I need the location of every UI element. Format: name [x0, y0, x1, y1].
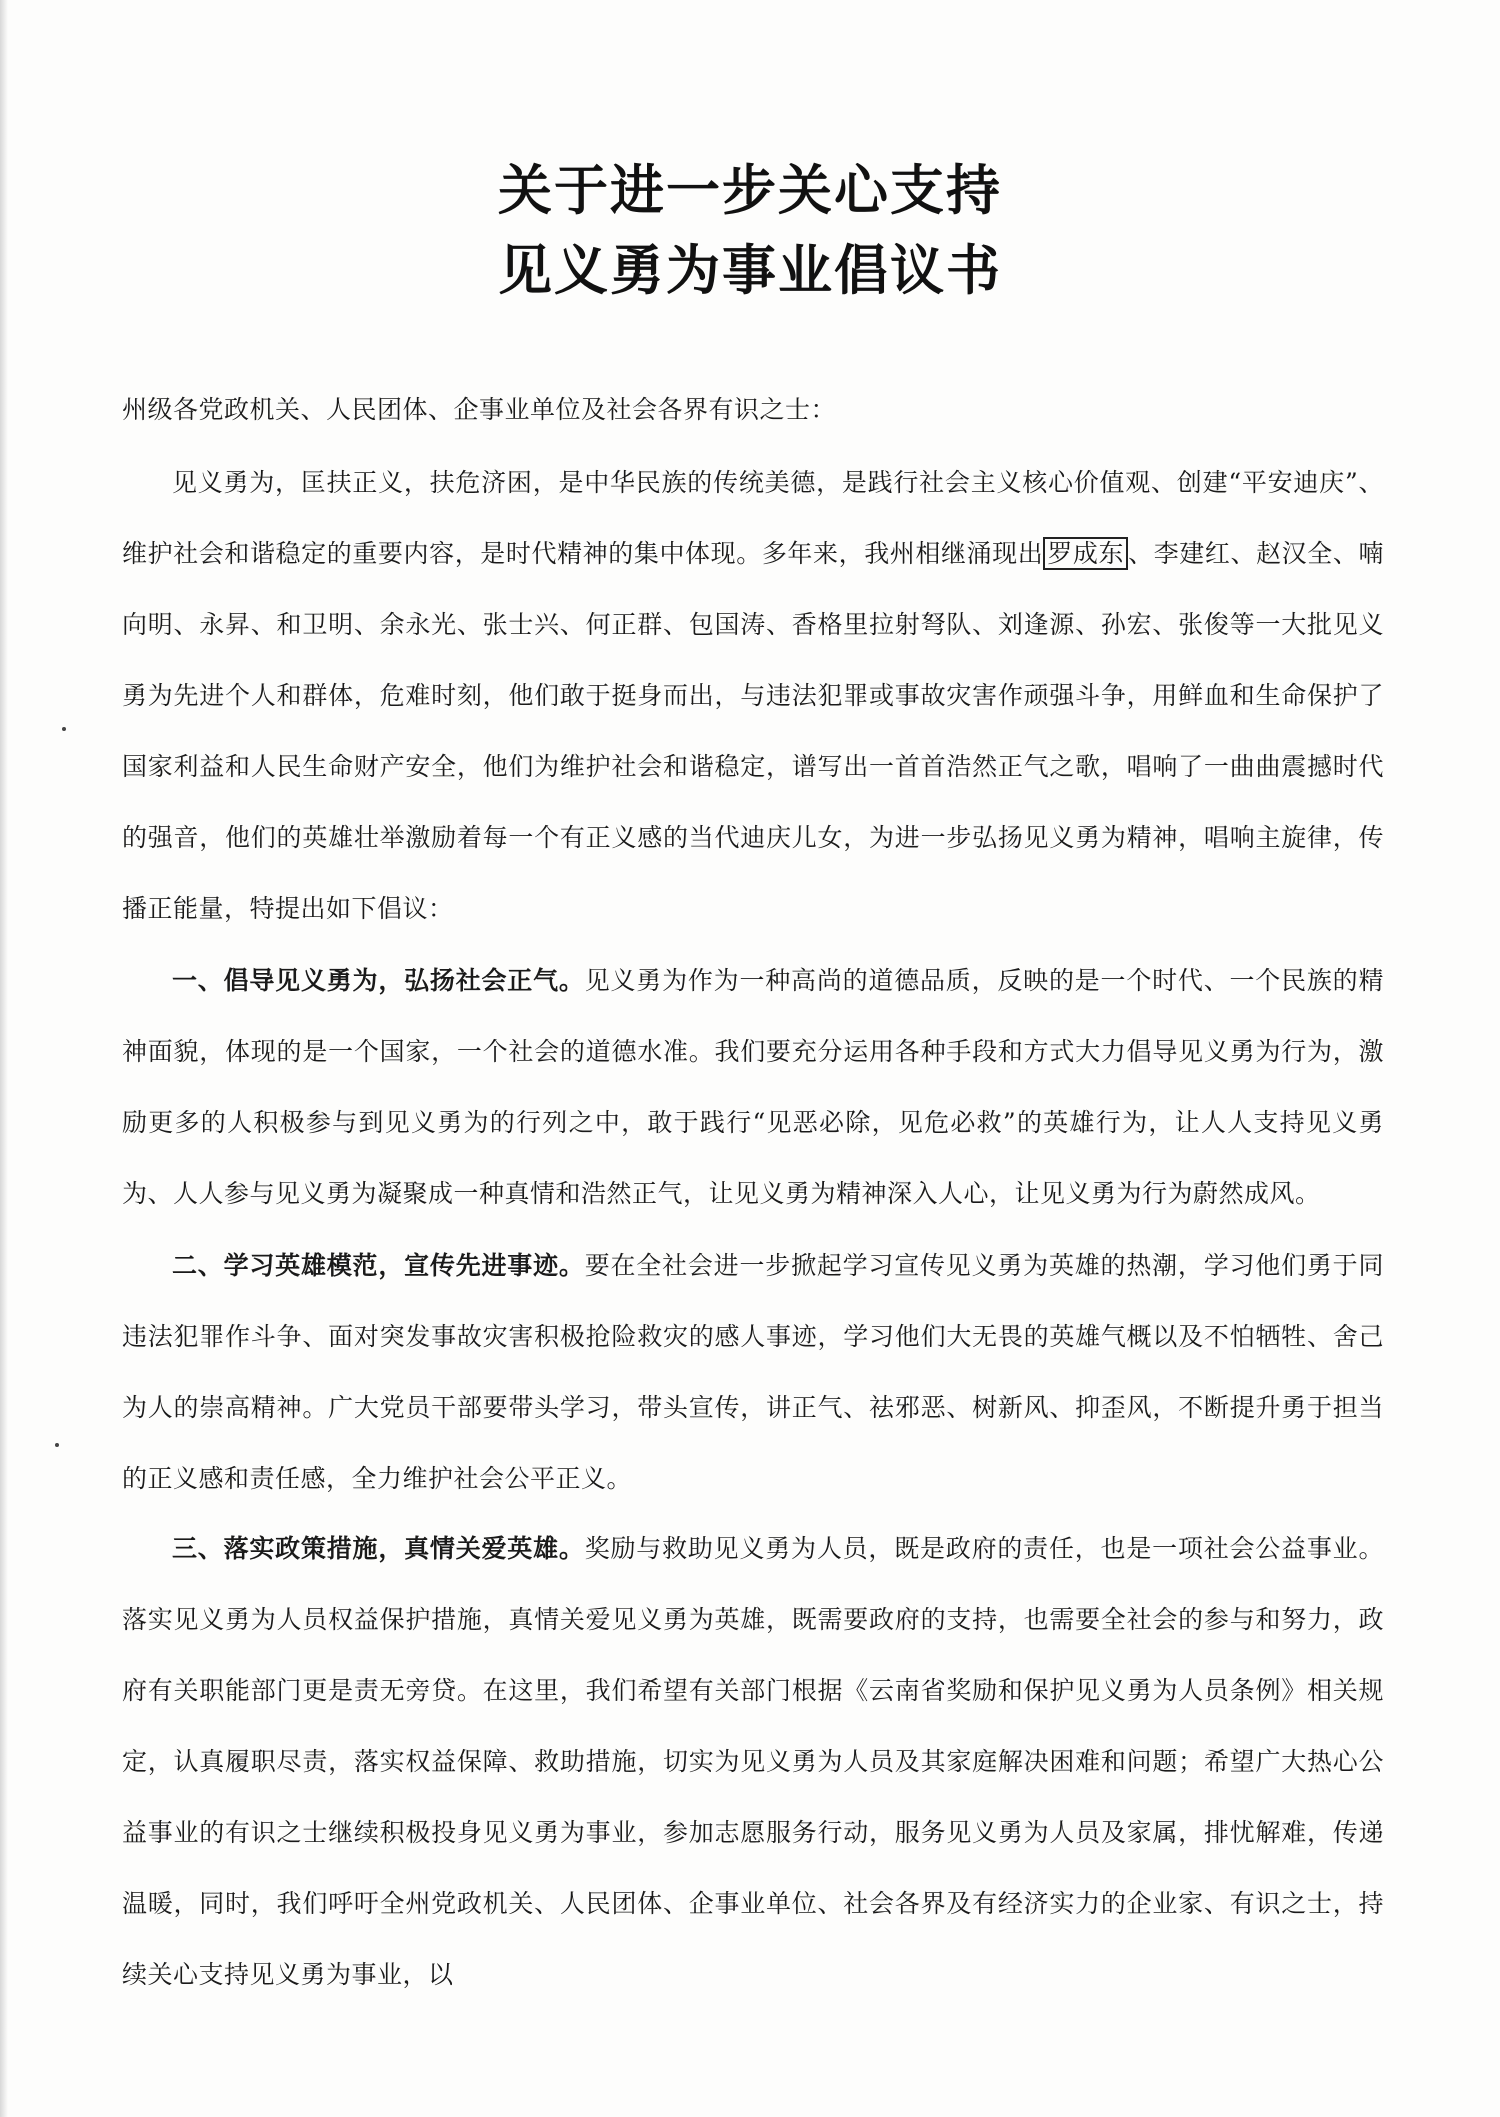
section-3-body: 奖励与救助见义勇为人员，既是政府的责任，也是一项社会公益事业。落实见义勇为人员权益保护措施，真情关爱见义勇为英雄，既需要政府的支持，也需要全社会的参与和努力，政府有关职能部门更是责无旁贷。在这里，我们希望有关部门根据《云南省奖励和保护见义勇为人员条例》相关规定，认真履职尽责，落实权益保障、救助措施，切实为见义勇为人员及其家庭解决困难和问题；希望广大热心公益事业的有识之士继续积极投身见义勇为事业，参加志愿服务行动，服务见义勇为人员及家属，排忧解难，传递温暖，同时，我们呼吁全州党政机关、人民团体、企事业单位、社会各界及有经济实力的企业家、有识之士，持续关心支持见义勇为事业，以 — [122, 1534, 1384, 1989]
section-3-heading: 三、落实政策措施，真情关爱英雄。 — [172, 1534, 585, 1563]
document-title-line-2: 见义勇为事业倡议书 — [498, 238, 1002, 302]
section-3-paragraph — [122, 1513, 1384, 2010]
intro-paragraph — [122, 447, 1384, 944]
document-title-line-1: 关于进一步关心支持 — [498, 158, 1002, 222]
section-2-body: 要在全社会进一步掀起学习宣传见义勇为英雄的热潮，学习他们勇于同违法犯罪作斗争、面对突发事故灾害积极抢险救灾的感人事迹，学习他们大无畏的英雄气概以及不怕牺牲、舍己为人的崇高精神。广大党员干部要带头学习，带头宣传，讲正气、祛邪恶、树新风、抑歪风，不断提升勇于担当的正义感和责任感，全力维护社会公平正义。 — [122, 1251, 1384, 1493]
section-2-heading: 二、学习英雄模范，宣传先进事迹。 — [172, 1251, 585, 1280]
boxed-name: 罗成东 — [1043, 537, 1128, 570]
intro-text-after-name: 、李建红、赵汉全、喃向明、永昇、和卫明、余永光、张士兴、何正群、包国涛、香格里拉射弩队、刘逢源、孙宏、张俊等一大批见义勇为先进个人和群体，危难时刻，他们敢于挺身而出，与违法犯罪或事故灾害作顽强斗争，用鲜血和生命保护了国家利益和人民生命财产安全，他们为维护社会和谐稳定，谱写出一首首浩然正气之歌，唱响了一曲曲震撼时代的强音，他们的英雄壮举激励着每一个有正义感的当代迪庆儿女，为进一步弘扬见义勇为精神，唱响主旋律，传播正能量，特提出如下倡议： — [122, 539, 1384, 923]
salutation: 州级各党政机关、人民团体、企事业单位及社会各界有识之士： — [122, 395, 837, 424]
scan-edge-artifact — [0, 0, 8, 2117]
section-1-paragraph — [122, 945, 1384, 1229]
intro-text-before-name: 见义勇为，匡扶正义，扶危济困，是中华民族的传统美德，是践行社会主义核心价值观、创建“平安迪庆”、维护社会和谐稳定的重要内容，是时代精神的集中体现。多年来，我州相继涌现出 — [122, 468, 1384, 568]
section-1-body: 见义勇为作为一种高尚的道德品质，反映的是一个时代、一个民族的精神面貌，体现的是一个国家，一个社会的道德水准。我们要充分运用各种手段和方式大力倡导见义勇为行为，激励更多的人积极参与到见义勇为的行列之中，敢于践行“见恶必除，见危必救”的英雄行为，让人人支持见义勇为、人人参与见义勇为凝聚成一种真情和浩然正气，让见义勇为精神深入人心，让见义勇为行为蔚然成风。 — [122, 966, 1384, 1208]
scan-speck — [62, 727, 66, 731]
section-2-paragraph — [122, 1230, 1384, 1514]
scan-speck — [55, 1443, 59, 1447]
section-1-heading: 一、倡导见义勇为，弘扬社会正气。 — [172, 966, 585, 995]
